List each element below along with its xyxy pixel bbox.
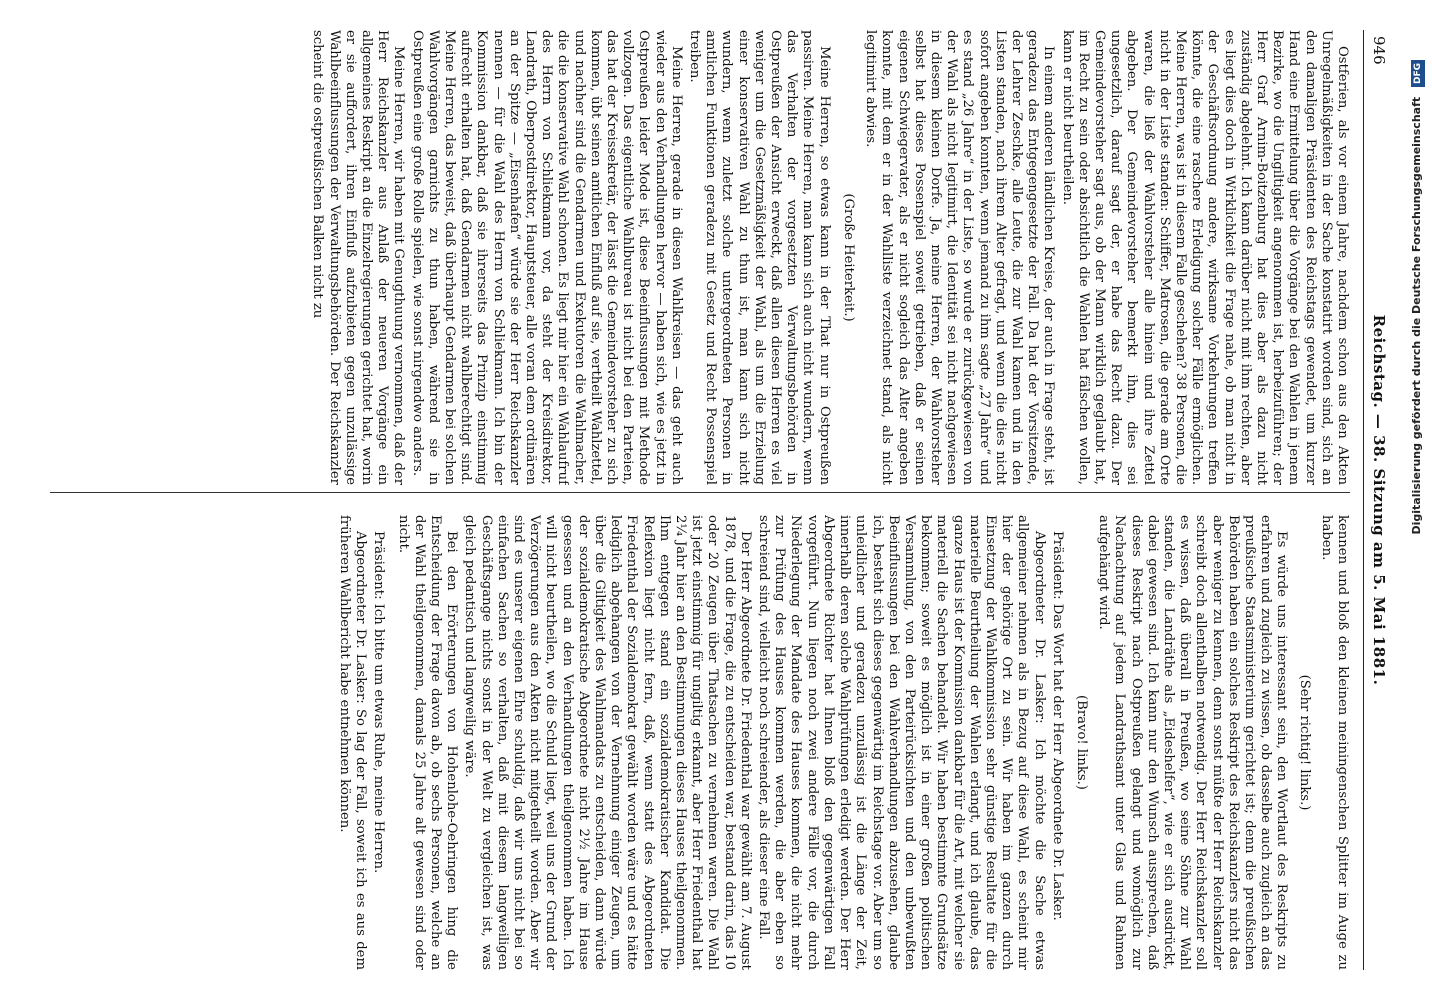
paragraph: Abgeordneter Dr. Lasker: Ich möchte die Sache etwas allgemeiner nehmen als in Bezug auf diese Wahl, es scheint mir hier der gehörige Ort zu sein. Wir haben im ganzen durch Einsetzung der Wahlkommission sehr günstige Resultate für die materielle Beurtheilung der Wahlen erlangt, und ich glaube, das ganze Haus ist der Kommission dankbar für die Art, mit welcher sie materiell die Sachen behandelt. Wir haben bestimmte Grundsätze bekommen; soweit es möglich ist in einer großen politischen Versammlung, von den Parteirücksichten und den unbewußten Beeinflussungen bei den Wahlverhandlungen abzusehen, glaube ich, besteht sich dieses gegenwärtig im Reichstage vor. Aber um so unleidlicher und geradezu unzulässig ist die Länge der Zeit, innerhalb deren solche Wahlprüfungen erledigt werden. Der Herr Abgeordnete Richter hat Ihnen bloß den gegenwärtigen Fall vorgeführt. Nun liegen noch zwei andere Fälle vor, die durch Niederlegung der Mandate des Hauses kommen, die nicht mehr zur Prüfung des Hauses kommen werden, die aber eben so schreiend sind, vielleicht noch schreiender, als dieser eine Fall.	[756, 515, 1047, 970]
paragraph: Präsident: Ich bitte um etwas Ruhe, meine Herren.	[371, 531, 387, 874]
paragraph: Meine Herren, gerade in diesen Wahlkreisen — das geht auch wieder aus den Verhandlungen hervor — haben sich, wie es jetzt in Ostpreußen leider Mode ist, diese Beeinflussungen mit Methode vollzogen. Das eigentliche Wahlbureau ist nicht bei den Parteien, das hat der Kreissekretär, der lässt die Gemeindevorsteher zu sich kommen, übt seinen amtlichen Einfluß auf sie, vertheilt Wahlzettel, und nachher sind die Gendarmen und Exekutoren die Wahlmacher, die die konservative Wahl schonen. Es liegt mir hier ein Wahlaufruf des Herrn von Schliekmann vor, da steht der Kreisdirektor, Landrath, Oberpostdirektor, Hauptsteuer, alle voran dem ordinären an der Spitze — „Eisenhafen“ würde sie der Herr Reichskanzler nennen — für die Wahl des Herrn von Schliekmann. Ich bin der Kommission dankbar, daß sie ihrerseits das Prinzip einstimmig aufrecht erhalten hat, daß Gendarmen nicht wahlberechtigt sind. Meine Herren, das beweist, daß überhaupt Gendarmen bei solchen Wahlvorgängen garnichts zu thun haben, während sie in Ostpreußen eine große Rolle spielen, wie sonst nirgendwo anders.	[409, 30, 684, 485]
paragraph: (Sehr richtig! links.)	[1296, 674, 1312, 811]
running-title: Reichstag. — 38. Sitzung am 5. Mai 1881.	[1370, 314, 1388, 686]
column-divider	[50, 492, 1350, 493]
paragraph: In einem anderen ländlichen Kreise, der auch in Frage steht, ist geradezu das Entgegengesetzte der Fall. Da hat der Vorsitzende, der Lehrer Zeschke, alle Leute, die zur Wahl kamen und in den Listen standen, nach ihrem Alter gefragt, und wenn die dies nicht sofort angeben konnten, wenn jemand zu ihm sagte „27 Jahre“ und es stand „26 Jahre“ in der Liste, so wurde er zurückgewiesen von der Wahl als nicht legitimirt, die Identität sei nicht nachgewiesen in diesem kleinen Dorfe. Ja, meine Herren, der Wahlvorsteher selbst hat dieses Possenspiel soweit getrieben, daß er seinen eigenen Schwiegervater, als er nicht sogleich das Alter angeben konnte, mit dem er in der Wahlliste verzeichnet stand, als nicht legitimirt abwies.	[863, 30, 1057, 485]
paragraph: kennen und bloß den kleinen meiningenschen Splitter im Auge zu haben.	[1318, 515, 1350, 970]
paragraph: Meine Herren, wir haben mit Genugthuung vernommen, daß der Herr Reichskanzler aus Anlaß der neueren Vorgänge ein allgemeines Reskript an die Einzelregierungen gerichtet hat, worin er sie auffordert, ihren Einfluß aufzubieten gegen unzulässige Wahlbeeinflussungen der Verwaltungsbehörden. Der Reichskanzler scheint die ostpreußischen Balken nicht zu	[310, 30, 407, 485]
page-header	[1360, 30, 1394, 970]
header-rule	[1363, 30, 1364, 970]
paragraph: (Bravo! links.)	[1073, 695, 1089, 790]
dfg-logo: DFG	[1411, 60, 1425, 87]
credit-line	[1404, 0, 1430, 1000]
paragraph: Bei den Erörterungen von Hohenlohe-Oehringen hing die Entscheidung der Frage davon ab, ob sechs Personen, welche an der Wahl theilgenommen, damals 25 Jahre alt gewesen sind oder nicht.	[395, 515, 460, 970]
page-number: 946	[1370, 36, 1388, 65]
paragraph: Präsident: Das Wort hat der Herr Abgeordnete Dr. Lasker.	[1049, 531, 1065, 921]
paragraph: Abgeordneter Dr. Lasker: So lag der Fall, soweit ich es aus dem früheren Wahlbericht habe entnehmen können.	[337, 515, 369, 970]
paragraph: Es würde uns interessant sein, den Wortlaut des Reskripts zu erfahren und zugleich zu wissen, ob dasselbe auch zugleich an das preußische Staatsministerium gerichtet ist; denn die preußischen Behörden haben ein solches Reskript des Reichskanzlers nicht das aber weniger zu kennen, denn sonst müßte der Herr Reichskanzler schreibt doch allenthalben notwendig. Der Herr Reichskanzler soll es wissen, daß überall in Preußen, wo seine Söhne zur Wahl standen, die Landräthe als „Eideshelfer“, wie er sich ausdrückt, dabei gewesen sind. Ich kann nur den Wunsch aussprechen, daß dieses Reskript nach Ostpreußen gelangt und womöglich zur Nachachtung auf jedem Landrathsamt unter Glas und Rahmen aufgehängt wird.	[1096, 515, 1290, 970]
credit-text: Digitalisierung gefördert durch die Deutsche Forschungsgemeinschaft	[1410, 96, 1423, 535]
paragraph: Meine Herren, so etwas kann in der That nur in Ostpreußen passiren. Meine Herren, man kann sich auch nicht wundern, wenn das Verhalten der vorgesetzten Verwaltungsbehörden in Ostpreußen der Ansicht erweckt, daß allen diesen Herren es viel weniger um die Gesetzmäßigkeit der Wahl, als um die Erzielung einer konservativen Wahl zu thun ist, man kann sich nicht wundern, wenn zuletzt solche untergeordneten Personen in amtlichen Funktionen geradezu mit Gesetz und Recht Possenspiel treiben.	[687, 30, 832, 485]
paragraph: Der Herr Abgeordnete Dr. Friedenthal war gewählt am 7. August 1878, und die Frage, die zu entscheiden war, bestand darin, das 10 oder 20 Zeugen über Thatsachen zu vernehmen waren. Die Wahl ist jetzt einstimmig für ungiltig erkannt, aber Herr Friedenthal hat 2¼ Jahr hier an den Bestimmungen dieses Hauses theilgenommen. Ihm entgegen stand ein sozialdemokratischer Kandidat. Die Reflexion liegt nicht fern, daß, wenn statt des Abgeordneten Friedenthal der Sozialdemokrat gewählt worden wäre und es hätte lediglich abgehangen von der Vernehmung einiger Zeugen, um über die Giltigkeit des Wahlmandats zu entscheiden, dann würde der sozialdemokratische Abgeordnete nicht 2½ Jahre im Hause gesessen und an den Verhandlungen theilgenommen haben. Ich will nicht beurtheilen, wo die Schuld liegt, weil uns der Grund der Verzögerungen aus den Akten nicht mitgetheilt worden. Aber wir sind es unserer eigenen Ehre schuldig, daß wir uns nicht bei so einfachen Sachen so verhalten, daß mit diesem langweiligen Geschäftsgange nichts sonst in der Welt zu vergleichen ist, was gleich pedantisch und langweilig wäre.	[462, 515, 753, 970]
left-column	[40, 30, 1350, 485]
digitization-credit	[1404, 0, 1430, 1000]
right-column	[40, 515, 1350, 970]
paragraph: (Große Heiterkeit.)	[840, 193, 856, 322]
paragraph: Ostferien, als vor einem Jahre, nachdem schon aus den Akten Unregelmäßigkeiten in der Sache konstatirt worden sind, sich an den damaligen Präsidenten des Reichstags gewendet, um kurzer Hand eine Ermittelung über die Vorgänge bei den Wahlen in jenem Bezirke, wo die Ungiltigkeit angenommen ist, herbeizuführen; der Herr Graf Arnim-Boitzenburg hat dies aber als dazu nicht zuständig abgelehnt. Ich kann darüber nicht mit ihm rechten, aber es liegt dies doch in Wirklichkeit die Frage nahe, ob man nicht in der Geschäftsordnung andere, wirksame Vorkehrungen treffen könnte, die eine raschere Erledigung solcher Fälle ermöglichen. Meine Herren, was ist in diesem Falle geschehen? 38 Personen, die nicht in der Liste standen: Schiffer, Matrosen, die gerade am Orte waren, die ließ der Wahlvorsteher alle hinein und ihre Zettel abgeben. Der Gemeindevorsteher bemerkt ihm, dies sei ungesetzlich, darauf sagt der, er habe das Recht dazu. Der Gemeindevorsteher sagt aus, ob der Mann wirklich geglaubt hat, im Recht zu sein oder absichtlich die Wahlen hat fälschen wollen, kann er nicht beurtheilen.	[1059, 30, 1350, 485]
